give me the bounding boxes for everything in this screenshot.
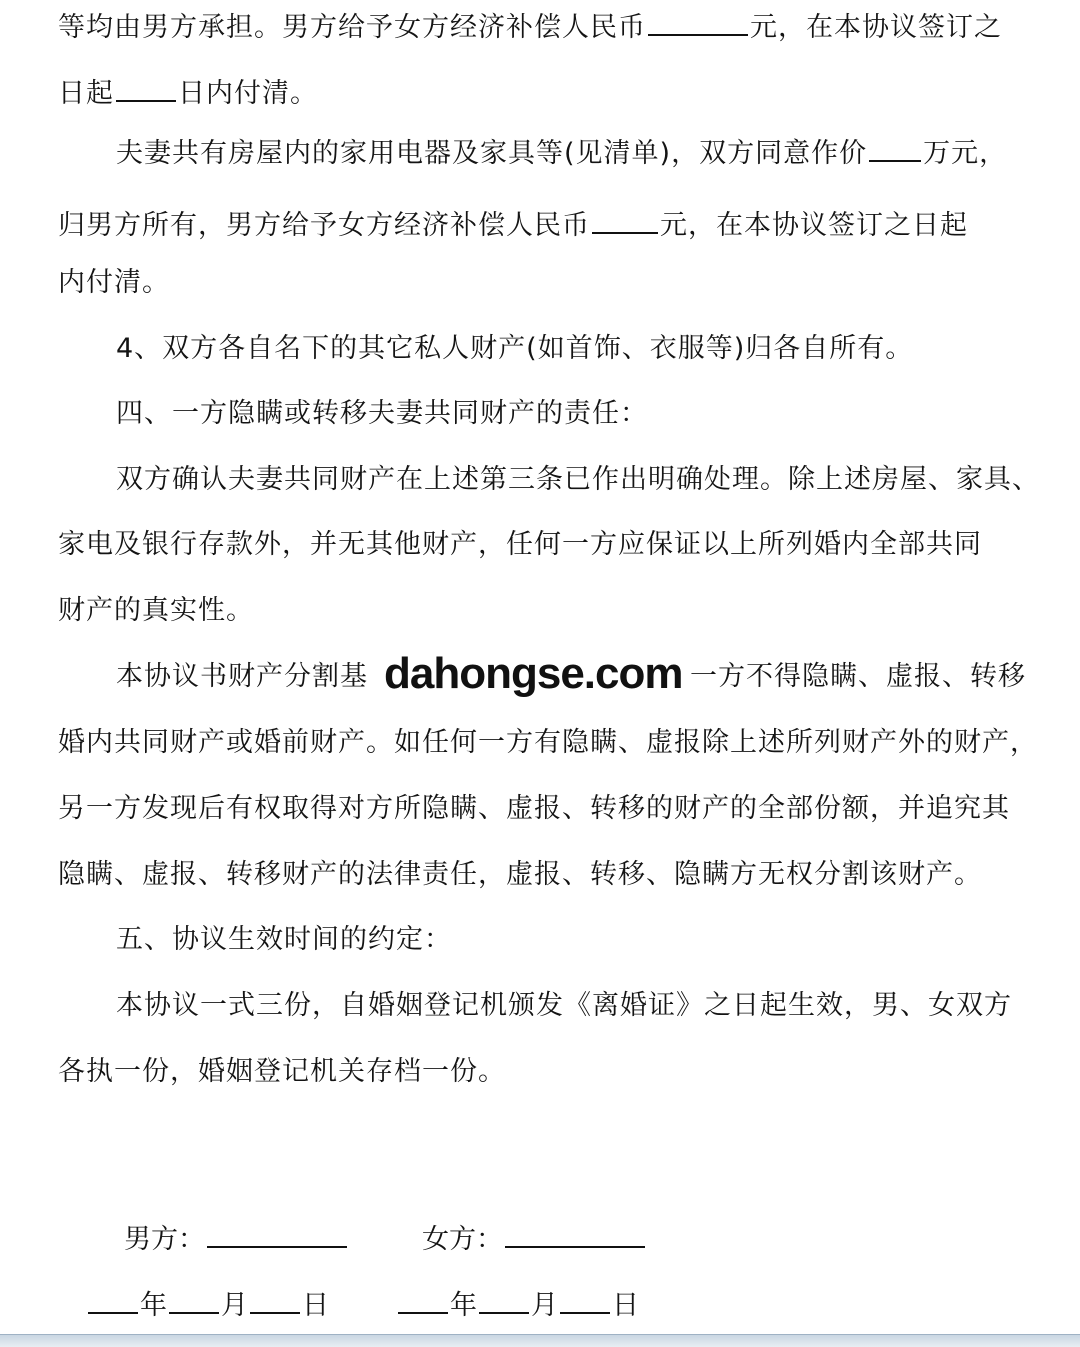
text-line-13 xyxy=(58,792,1062,826)
day-field[interactable] xyxy=(560,1286,610,1314)
female-label: 女方： xyxy=(422,1224,503,1255)
fill-blank[interactable] xyxy=(648,8,748,36)
text-line-8 xyxy=(116,463,1062,497)
month-label: 月 xyxy=(221,1290,248,1321)
text-segment: 日起 xyxy=(58,78,114,109)
text-segment: 本协议书财产分割基 xyxy=(116,661,368,692)
text-line-6 xyxy=(116,332,1062,366)
day-label: 日 xyxy=(302,1290,329,1321)
day-label: 日 xyxy=(612,1290,639,1321)
text-line-4 xyxy=(58,206,1062,243)
text-segment: 归男方所有，男方给予女方经济补偿人民币 xyxy=(58,210,590,241)
window-bottom-edge xyxy=(0,1334,1080,1347)
text-segment: 各执一份，婚姻登记机关存档一份。 xyxy=(58,1056,506,1087)
text-segment: 五、协议生效时间的约定： xyxy=(116,924,452,955)
fill-blank[interactable] xyxy=(116,74,176,102)
text-segment: 4、双方各自名下的其它私人财产(如首饰、衣服等)归各自所有。 xyxy=(116,333,914,364)
male-signature xyxy=(124,1220,349,1257)
male-label: 男方： xyxy=(124,1224,205,1255)
text-segment: 内付清。 xyxy=(58,267,170,298)
text-line-3 xyxy=(116,134,1062,171)
text-segment: 等均由男方承担。男方给予女方经济补偿人民币 xyxy=(58,12,646,43)
section-heading-5 xyxy=(116,923,1062,957)
year-label: 年 xyxy=(140,1290,167,1321)
section-heading-4 xyxy=(116,397,1062,431)
fill-blank[interactable] xyxy=(592,206,658,234)
female-signature-field[interactable] xyxy=(505,1220,645,1248)
text-line-2 xyxy=(58,74,1062,111)
text-segment: 双方确认夫妻共同财产在上述第三条已作出明确处理。除上述房屋、家具、 xyxy=(116,464,1040,495)
text-line-1 xyxy=(58,8,1062,45)
text-segment: 元，在本协议签订之日起 xyxy=(660,210,968,241)
female-signature xyxy=(422,1220,647,1257)
female-date xyxy=(396,1286,639,1323)
male-date xyxy=(86,1286,329,1323)
year-field[interactable] xyxy=(88,1286,138,1314)
text-segment: 四、一方隐瞒或转移夫妻共同财产的责任： xyxy=(116,398,648,429)
year-label: 年 xyxy=(450,1290,477,1321)
year-field[interactable] xyxy=(398,1286,448,1314)
text-segment: 另一方发现后有权取得对方所隐瞒、虚报、转移的财产的全部份额，并追究其 xyxy=(58,793,1010,824)
text-line-9 xyxy=(58,528,1062,562)
month-field[interactable] xyxy=(169,1286,219,1314)
text-segment: 日内付清。 xyxy=(178,78,318,109)
text-line-5 xyxy=(58,266,1062,300)
text-line-10 xyxy=(58,594,1062,628)
month-field[interactable] xyxy=(479,1286,529,1314)
text-line-16 xyxy=(116,989,1062,1023)
text-line-17 xyxy=(58,1055,1062,1089)
text-segment: 元，在本协议签订之 xyxy=(750,12,1002,43)
male-signature-field[interactable] xyxy=(207,1220,347,1248)
text-segment: 一方不得隐瞒、虚报、转移 xyxy=(690,661,1026,692)
day-field[interactable] xyxy=(250,1286,300,1314)
text-segment: 家电及银行存款外，并无其他财产，任何一方应保证以上所列婚内全部共同 xyxy=(58,529,982,560)
watermark: dahongse.com xyxy=(380,648,687,700)
text-segment: 本协议一式三份，自婚姻登记机颁发《离婚证》之日起生效，男、女双方 xyxy=(116,990,1012,1021)
text-segment: 财产的真实性。 xyxy=(58,595,254,626)
text-segment: 隐瞒、虚报、转移财产的法律责任，虚报、转移、隐瞒方无权分割该财产。 xyxy=(58,859,982,890)
text-line-14 xyxy=(58,858,1062,892)
month-label: 月 xyxy=(531,1290,558,1321)
text-segment: 万元， xyxy=(923,138,1008,169)
text-segment: 婚内共同财产或婚前财产。如任何一方有隐瞒、虚报除上述所列财产外的财产， xyxy=(58,727,1038,758)
fill-blank[interactable] xyxy=(869,134,921,162)
text-segment: 夫妻共有房屋内的家用电器及家具等(见清单)，双方同意作价 xyxy=(116,138,868,169)
text-line-12 xyxy=(58,726,1062,760)
